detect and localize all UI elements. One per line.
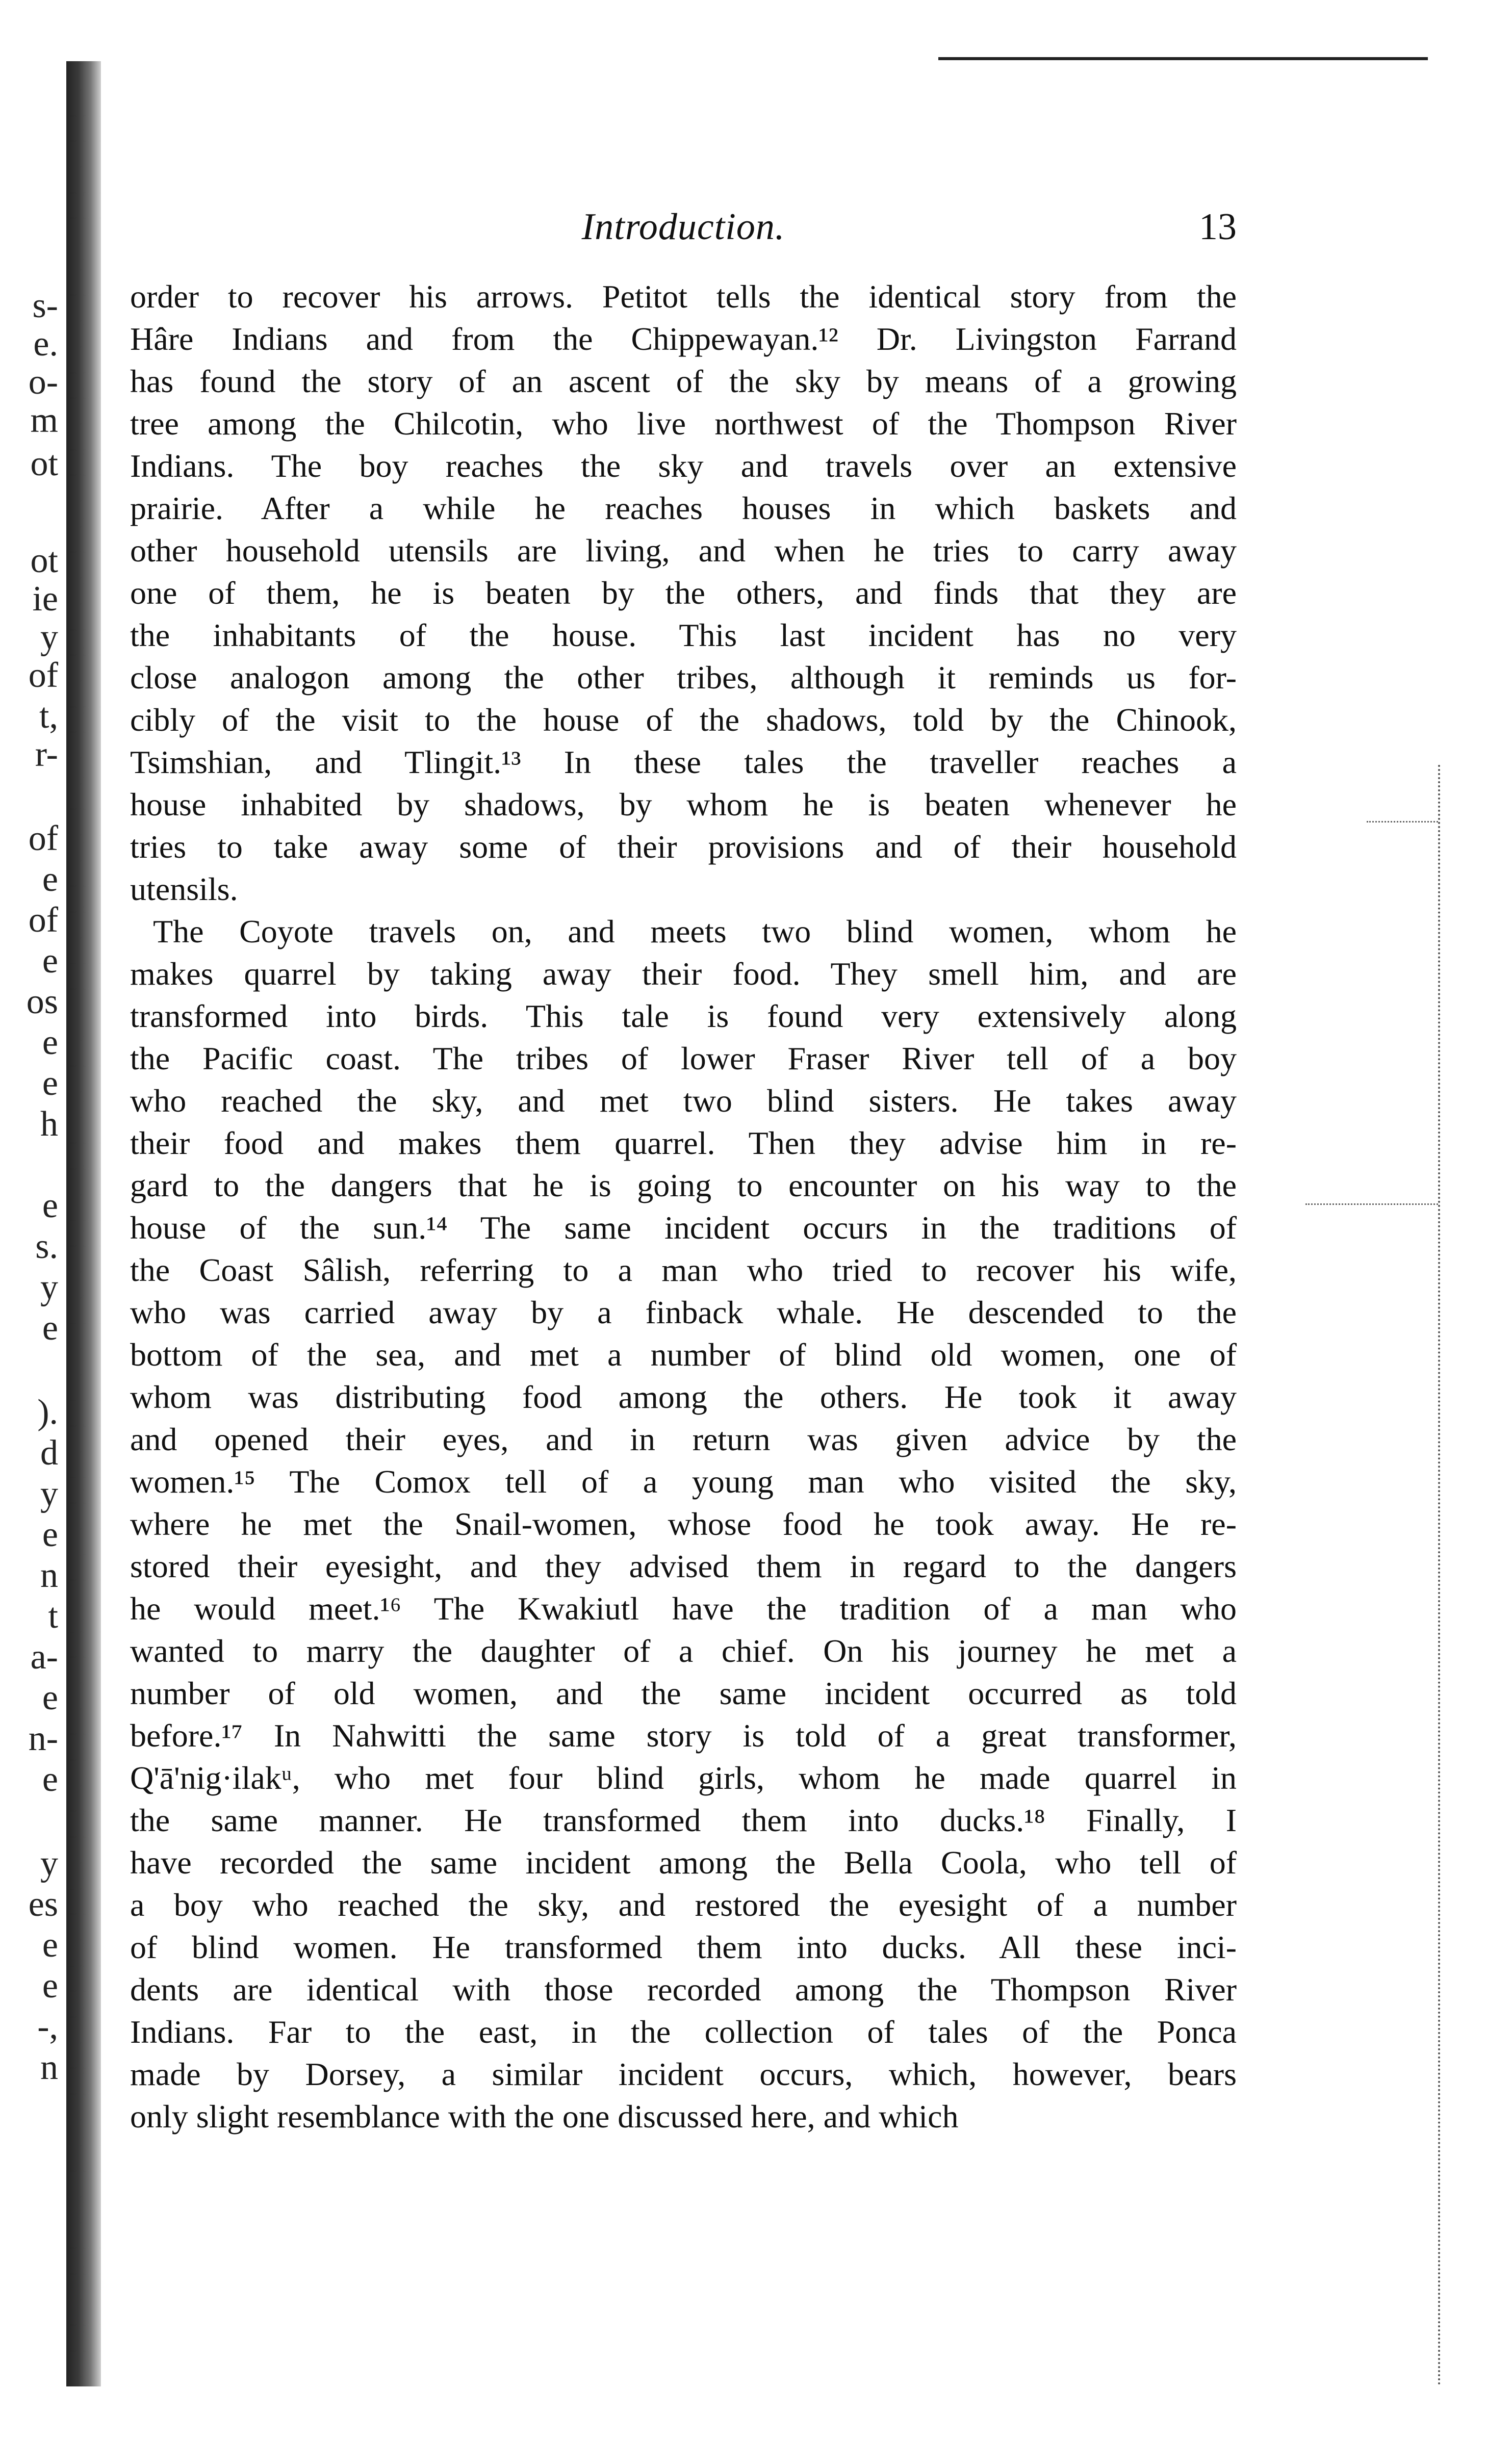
page-edge [1438, 765, 1442, 2386]
facing-page-fragment: n- [28, 1719, 58, 1758]
facing-page-fragment: e [42, 1678, 58, 1717]
text-line: and opened their eyes, and in return was given advice by the [130, 1421, 1237, 1457]
text-line: the inhabitants of the house. This last incident has no very [130, 617, 1237, 653]
paragraph [130, 910, 1237, 2138]
text-line: cibly of the visit to the house of the shadows, told by the Chinook, [130, 702, 1237, 738]
facing-page-fragment: of [28, 819, 58, 858]
facing-page-fragment: e [42, 1925, 58, 1965]
facing-page-fragment: e [42, 1064, 58, 1103]
dotted-mark [1305, 1203, 1438, 1205]
text-line: Hâre Indians and from the Chippewayan.¹² Dr. Livingston Farrand [130, 321, 1237, 357]
text-line: house of the sun.¹⁴ The same incident occurs in the traditions of [130, 1210, 1237, 1246]
page-number: 13 [1199, 206, 1237, 248]
text-line: makes quarrel by taking away their food. They smell him, and are [130, 956, 1237, 992]
facing-page-fragment: s. [35, 1227, 58, 1266]
text-line: tries to take away some of their provisions and of their household [130, 829, 1237, 865]
facing-page-fragment: e [42, 1186, 58, 1225]
facing-page-fragments [0, 0, 65, 2441]
facing-page-fragment: -, [37, 2007, 58, 2046]
text-line: their food and makes them quarrel. Then they advise him in re- [130, 1125, 1237, 1161]
facing-page-fragment: t, [39, 697, 58, 736]
facing-page-fragment: t [48, 1597, 58, 1636]
dotted-mark [1367, 821, 1438, 823]
facing-page-fragment: y [40, 1844, 58, 1883]
facing-page-fragment: a- [30, 1637, 58, 1677]
facing-page-fragment: s- [32, 286, 58, 325]
text-line: other household utensils are living, and when he tries to carry away [130, 532, 1237, 569]
text-line: he would meet.¹⁶ The Kwakiutl have the tradition of a man who [130, 1590, 1237, 1627]
facing-page-fragment: y [40, 1268, 58, 1307]
text-line: number of old women, and the same incident occurred as told [130, 1675, 1237, 1711]
text-line: order to recover his arrows. Petitot tells the identical story from the [130, 278, 1237, 315]
facing-page-fragment: e. [33, 324, 58, 364]
text-line: before.¹⁷ In Nahwitti the same story is told of a great transformer, [130, 1717, 1237, 1754]
facing-page-fragment: ot [30, 541, 58, 580]
text-line: the same manner. He transformed them into ducks.¹⁸ Finally, I [130, 1802, 1237, 1838]
text-line: made by Dorsey, a similar incident occurs, which, however, bears [130, 2056, 1237, 2092]
body-text [130, 275, 1237, 2138]
paragraph [130, 275, 1237, 910]
text-line: close analogon among the other tribes, although it reminds us for- [130, 659, 1237, 696]
text-line: gard to the dangers that he is going to encounter on his way to the [130, 1167, 1237, 1203]
text-line: have recorded the same incident among the Bella Coola, who tell of [130, 1844, 1237, 1881]
facing-page-fragment: h [40, 1104, 58, 1144]
binding-gutter [66, 61, 101, 2386]
text-line: The Coyote travels on, and meets two blind women, whom he [153, 913, 1237, 949]
text-line: who reached the sky, and met two blind sisters. He takes away [130, 1083, 1237, 1119]
text-line: whom was distributing food among the others. He took it away [130, 1379, 1237, 1415]
facing-page-fragment: of [28, 901, 58, 940]
text-line: transformed into birds. This tale is found very extensively along [130, 998, 1237, 1034]
text-line: only slight resemblance with the one discussed here, and which [130, 2098, 959, 2135]
facing-page-fragment: ot [30, 444, 58, 483]
top-rule [938, 57, 1428, 60]
running-head [130, 201, 1237, 252]
facing-page-fragment: ie [32, 579, 58, 619]
facing-page-fragment: of [28, 656, 58, 695]
facing-page-fragment: e [42, 1023, 58, 1062]
text-line: who was carried away by a finback whale. He descended to the [130, 1294, 1237, 1330]
text-line: women.¹⁵ The Comox tell of a young man who visited the sky, [130, 1463, 1237, 1500]
facing-page-fragment: d [40, 1433, 58, 1473]
facing-page-fragment: e [42, 860, 58, 899]
facing-page-fragment: r- [35, 735, 58, 774]
facing-page-fragment: e [42, 1515, 58, 1554]
facing-page-fragment: n [40, 2048, 58, 2087]
facing-page-fragment: e [42, 1308, 58, 1348]
text-line: Indians. Far to the east, in the collection of tales of the Ponca [130, 2014, 1237, 2050]
facing-page-fragment: ). [37, 1393, 58, 1432]
facing-page-fragment: y [40, 1474, 58, 1513]
text-line: prairie. After a while he reaches houses in which baskets and [130, 490, 1237, 526]
text-line: utensils. [130, 871, 238, 907]
facing-page-fragment: o- [28, 363, 58, 402]
facing-page-fragment: e [42, 1760, 58, 1799]
facing-page-fragment: e [42, 941, 58, 981]
facing-page-fragment: y [40, 618, 58, 657]
text-line: stored their eyesight, and they advised them in regard to the dangers [130, 1548, 1237, 1584]
text-line: dents are identical with those recorded among the Thompson River [130, 1971, 1237, 2008]
facing-page-fragment: es [28, 1885, 58, 1924]
running-title: Introduction. [581, 206, 785, 248]
facing-page-fragment: e [42, 1966, 58, 2006]
text-line: tree among the Chilcotin, who live northwest of the Thompson River [130, 405, 1237, 442]
text-line: bottom of the sea, and met a number of blind old women, one of [130, 1337, 1237, 1373]
text-line: Q'ā'nig·ilakᵘ, who met four blind girls, whom he made quarrel in [130, 1760, 1237, 1796]
text-line: a boy who reached the sky, and restored the eyesight of a number [130, 1887, 1237, 1923]
text-line: of blind women. He transformed them into ducks. All these inci- [130, 1929, 1237, 1965]
text-line: Indians. The boy reaches the sky and travels over an extensive [130, 448, 1237, 484]
text-line: the Pacific coast. The tribes of lower Fraser River tell of a boy [130, 1040, 1237, 1076]
text-line: the Coast Sâlish, referring to a man who tried to recover his wife, [130, 1252, 1237, 1288]
text-line: wanted to marry the daughter of a chief. On his journey he met a [130, 1633, 1237, 1669]
facing-page-fragment: n [40, 1556, 58, 1595]
text-line: has found the story of an ascent of the sky by means of a growing [130, 363, 1237, 399]
facing-page-fragment: os [26, 982, 58, 1021]
text-line: house inhabited by shadows, by whom he is beaten whenever he [130, 786, 1237, 823]
facing-page-fragment: m [30, 401, 58, 440]
text-line: where he met the Snail-women, whose food he took away. He re- [130, 1506, 1237, 1542]
text-line: one of them, he is beaten by the others, and finds that they are [130, 575, 1237, 611]
text-line: Tsimshian, and Tlingit.¹³ In these tales the traveller reaches a [130, 744, 1237, 780]
